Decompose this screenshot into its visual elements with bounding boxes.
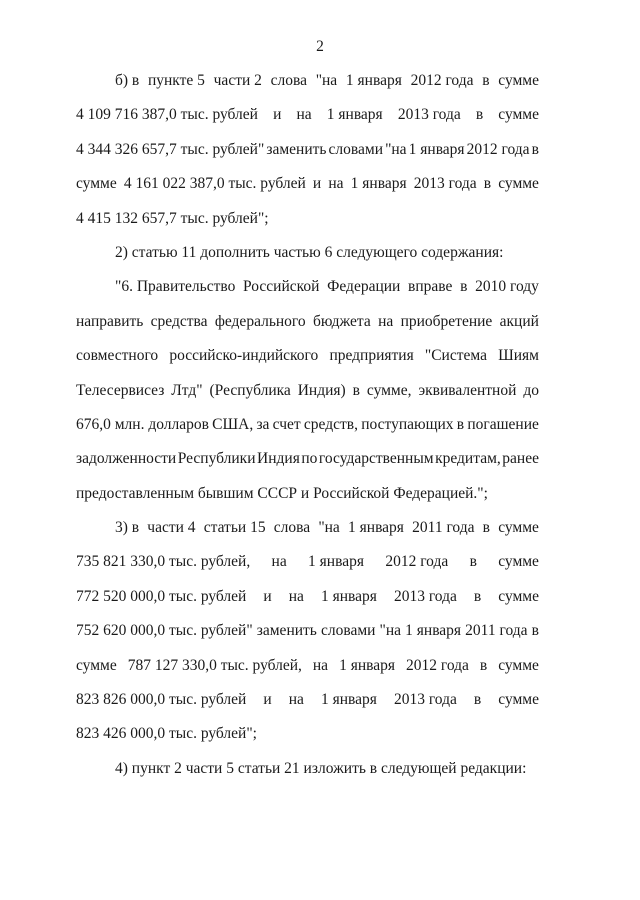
text-line bbox=[76, 649, 539, 683]
paragraph-part-6-text bbox=[76, 270, 539, 511]
text-word: 1 января bbox=[326, 106, 383, 124]
text-word: на bbox=[288, 587, 304, 605]
text-word: 2012 года bbox=[410, 72, 474, 89]
text-word: словами bbox=[328, 140, 383, 158]
text-word: 2013 года bbox=[393, 587, 457, 605]
text-word: слова bbox=[273, 519, 311, 537]
text-word: в bbox=[482, 519, 490, 537]
text-line bbox=[76, 580, 539, 614]
text-word: эквивалентной bbox=[418, 381, 517, 399]
text-word: российско-индийского bbox=[169, 347, 319, 365]
text-word: акций bbox=[499, 312, 539, 330]
text-word: счет bbox=[272, 415, 301, 433]
text-line bbox=[76, 305, 539, 339]
text-word: 4 109 716 387,0 тыс. рублей bbox=[76, 106, 258, 124]
text-word: 1 января bbox=[408, 140, 465, 158]
text-word: Шиям bbox=[498, 347, 539, 365]
text-word: сумме bbox=[498, 691, 539, 709]
text-word: в bbox=[460, 278, 468, 296]
text-word: предприятия bbox=[329, 347, 414, 365]
text-line bbox=[76, 133, 539, 167]
text-word: слова bbox=[270, 72, 307, 89]
text-line bbox=[76, 167, 539, 201]
text-word: 2010 году bbox=[475, 278, 539, 296]
text-word: "на bbox=[315, 72, 338, 89]
text-word: (Республика bbox=[209, 381, 291, 399]
text-word: сумме bbox=[498, 175, 539, 193]
text-word: сумме, bbox=[366, 381, 412, 399]
text-word: в bbox=[475, 106, 484, 124]
text-word: 676,0 млн. долларов bbox=[76, 415, 209, 433]
text-word: 2012 года bbox=[466, 140, 530, 158]
text-word: вправе bbox=[408, 278, 453, 296]
text-word: в bbox=[469, 553, 477, 571]
text-word: США, bbox=[212, 415, 254, 433]
text-line bbox=[76, 202, 539, 236]
text-line bbox=[76, 374, 539, 408]
text-word: сумме bbox=[498, 106, 539, 124]
text-word: 2012 года bbox=[385, 553, 449, 571]
text-line bbox=[76, 545, 539, 579]
text-word: на bbox=[271, 553, 287, 571]
text-line bbox=[76, 717, 539, 751]
text-line bbox=[76, 236, 539, 270]
text-word: сумме bbox=[498, 587, 539, 605]
text-word: в bbox=[482, 72, 490, 89]
text-word: кредитам, bbox=[435, 450, 501, 468]
text-word: заменить bbox=[256, 622, 317, 640]
text-word: "на bbox=[379, 622, 402, 640]
text-word: задолженности bbox=[76, 450, 177, 468]
text-word: приобретение bbox=[400, 312, 493, 330]
text-word: 752 620 000,0 тыс. рублей" bbox=[76, 622, 253, 640]
text-word: предоставленным бывшим СССР и Российской Федерацией."; bbox=[76, 484, 488, 502]
text-line bbox=[76, 408, 539, 442]
text-word: 1 января bbox=[339, 656, 395, 674]
text-word: "6. Правительство bbox=[115, 278, 236, 296]
text-word: в bbox=[479, 656, 488, 674]
text-word: 2013 года bbox=[397, 106, 461, 124]
text-line bbox=[76, 339, 539, 373]
text-word: 4 415 132 657,7 тыс. рублей"; bbox=[76, 209, 269, 227]
text-word: Индия) bbox=[297, 381, 346, 399]
text-word: сумме bbox=[498, 72, 539, 89]
text-word: по bbox=[301, 450, 318, 468]
text-word: 1 января bbox=[348, 519, 404, 537]
text-word: 2013 года bbox=[413, 175, 477, 193]
text-word: в bbox=[483, 175, 492, 193]
text-word: сумме bbox=[76, 175, 117, 193]
text-word: статьи 15 bbox=[203, 519, 266, 537]
paragraph-item-4 bbox=[76, 752, 539, 786]
text-word: совместного bbox=[76, 347, 159, 365]
text-word: 1 января bbox=[350, 175, 407, 193]
text-word: на bbox=[378, 312, 394, 330]
text-word: бюджета bbox=[312, 312, 371, 330]
text-word: поступающих bbox=[361, 415, 454, 433]
document-body bbox=[76, 64, 539, 786]
text-word: 3) в bbox=[115, 519, 140, 537]
text-line bbox=[76, 614, 539, 648]
text-word: государственным bbox=[318, 450, 434, 468]
text-word: сумме bbox=[498, 553, 539, 571]
text-word: ранее bbox=[502, 450, 539, 468]
text-word: 2011 года bbox=[412, 519, 475, 537]
text-word: в bbox=[531, 622, 539, 640]
text-word: на bbox=[328, 175, 344, 193]
paragraph-item-3 bbox=[76, 511, 539, 752]
text-word: сумме bbox=[498, 656, 539, 674]
text-word: 2012 года bbox=[405, 656, 469, 674]
text-word: и bbox=[312, 175, 322, 193]
text-word: в bbox=[473, 587, 482, 605]
text-word: в bbox=[531, 140, 539, 158]
text-word: сумме bbox=[498, 519, 539, 537]
text-word: "на bbox=[385, 140, 407, 158]
text-line bbox=[76, 442, 539, 476]
text-word: 823 426 000,0 тыс. рублей"; bbox=[76, 725, 257, 743]
text-word: Республики bbox=[177, 450, 256, 468]
text-word: 2013 года bbox=[393, 691, 457, 709]
text-word: погашение bbox=[467, 415, 539, 433]
text-word: части 4 bbox=[147, 519, 196, 537]
text-word: словами bbox=[320, 622, 376, 640]
text-word: Индия bbox=[257, 450, 300, 468]
text-word: направить bbox=[76, 312, 144, 330]
text-word: 1 января bbox=[345, 72, 402, 89]
text-word: заменить bbox=[266, 140, 327, 158]
text-word: до bbox=[523, 381, 539, 399]
text-word: "Система bbox=[424, 347, 487, 365]
text-word: 1 января bbox=[308, 553, 364, 571]
text-word: 735 821 330,0 тыс. рублей, bbox=[76, 553, 251, 571]
text-word: в bbox=[473, 691, 482, 709]
text-word: 2011 года bbox=[465, 622, 528, 640]
page-number: 2 bbox=[316, 38, 324, 55]
text-word: средств, bbox=[303, 415, 358, 433]
text-word: за bbox=[256, 415, 270, 433]
text-word: средства bbox=[150, 312, 208, 330]
text-word: Лтд" bbox=[171, 381, 203, 399]
paragraph-amendment-b bbox=[76, 64, 539, 236]
text-word: сумме bbox=[76, 656, 117, 674]
paragraph-item-2 bbox=[76, 236, 539, 270]
text-line bbox=[76, 270, 539, 304]
text-word: 4 161 022 387,0 тыс. рублей bbox=[123, 175, 306, 193]
text-line bbox=[76, 683, 539, 717]
text-word: и bbox=[263, 691, 272, 709]
text-line bbox=[76, 64, 539, 98]
text-word: "на bbox=[318, 519, 340, 537]
text-word: и bbox=[263, 587, 272, 605]
text-word: Телесервисез bbox=[76, 381, 165, 399]
text-word: и bbox=[273, 106, 282, 124]
text-word: части 2 bbox=[213, 72, 262, 89]
text-word: 1 января bbox=[405, 622, 462, 640]
text-word: 4 344 326 657,7 тыс. рублей" bbox=[76, 140, 265, 158]
text-line bbox=[76, 752, 539, 786]
text-line bbox=[76, 477, 539, 511]
text-word: 1 января bbox=[320, 691, 377, 709]
text-word: в bbox=[456, 415, 465, 433]
text-word: 823 826 000,0 тыс. рублей bbox=[76, 691, 247, 709]
text-word: 2) статью 11 дополнить частью 6 следующего содержания: bbox=[115, 243, 504, 261]
text-word: на bbox=[288, 691, 304, 709]
text-word: на bbox=[296, 106, 312, 124]
text-word: б) в bbox=[115, 72, 140, 89]
text-word: 4) пункт 2 части 5 статьи 21 изложить в следующей редакции: bbox=[115, 759, 527, 777]
text-word: на bbox=[312, 656, 329, 674]
text-line bbox=[76, 98, 539, 132]
text-word: 772 520 000,0 тыс. рублей bbox=[76, 587, 247, 605]
text-word: 1 января bbox=[320, 587, 377, 605]
text-word: Российской bbox=[243, 278, 320, 296]
text-word: 787 127 330,0 тыс. рублей, bbox=[127, 656, 302, 674]
text-word: федерального bbox=[214, 312, 306, 330]
text-line bbox=[76, 511, 539, 545]
text-word: пункте 5 bbox=[147, 72, 205, 89]
text-word: в bbox=[352, 381, 360, 399]
text-word: Федерации bbox=[327, 278, 401, 296]
